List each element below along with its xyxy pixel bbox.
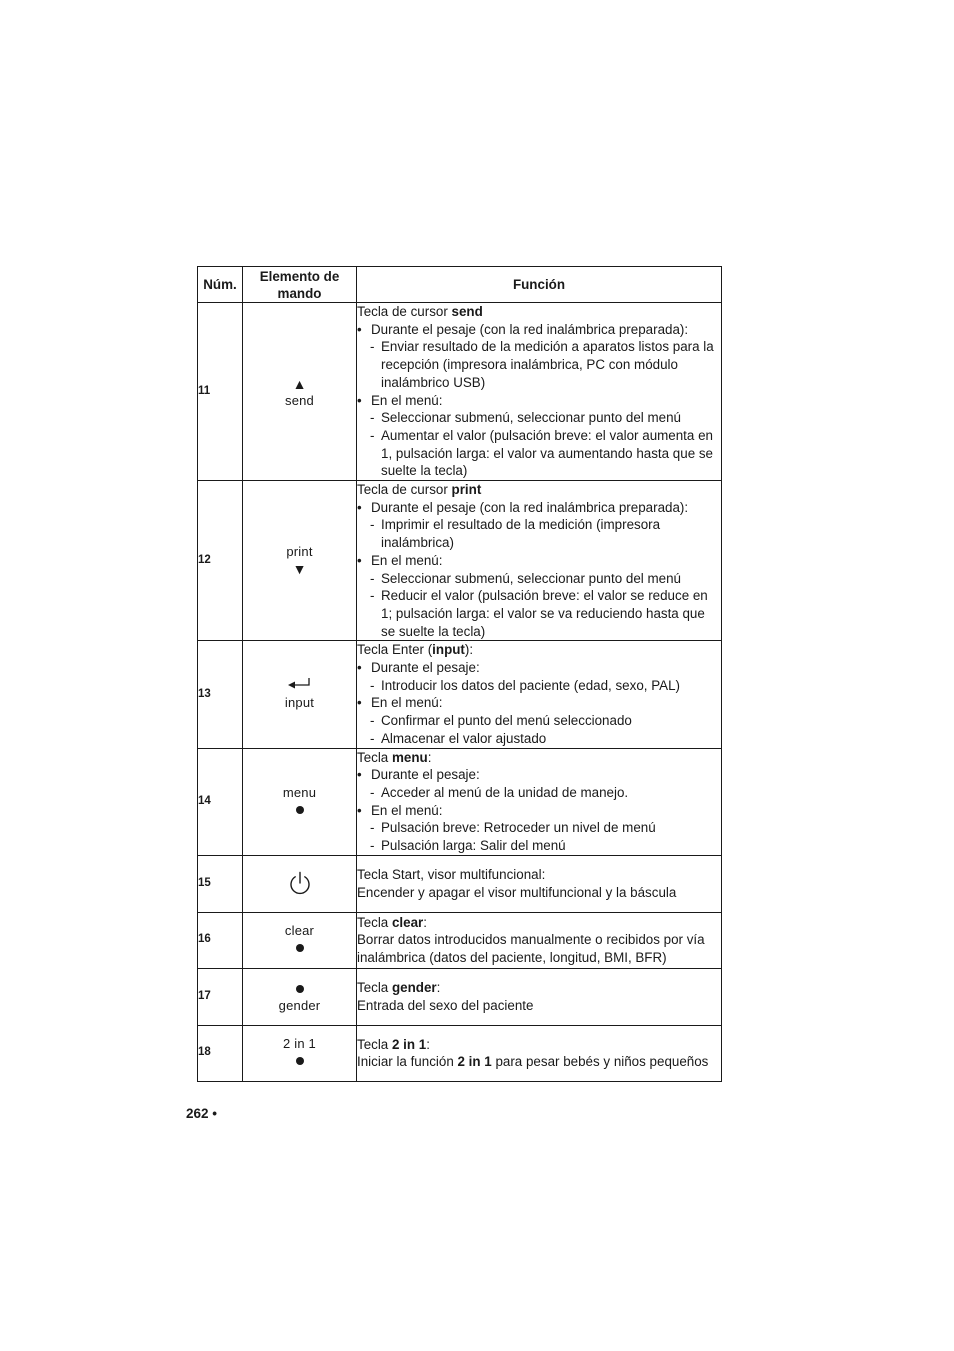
function-line: Encender y apagar el visor multifuncional y la báscula <box>357 884 677 900</box>
enter-arrow-icon <box>243 677 356 691</box>
function-title: Tecla de cursor print <box>357 482 482 498</box>
row-number: 12 <box>198 481 243 641</box>
function-title: Tecla Enter (input): <box>357 642 474 658</box>
bullet-item: • Durante el pesaje: <box>357 659 721 677</box>
function-text: Entrada del sexo del paciente <box>357 997 534 1013</box>
element-cell <box>243 855 357 912</box>
key-label: 2 in 1 <box>282 1036 316 1052</box>
element-cell <box>243 748 357 855</box>
table-row <box>198 1025 722 1081</box>
key-label: menu <box>282 784 317 800</box>
dash-item: - Imprimir el resultado de la medición (impresora inalámbrica) <box>357 516 721 551</box>
dash-item: - Enviar resultado de la medición a aparatos listos para la recepción (impresora inalámbrica, PC con módulo inalámbrico USB) <box>357 338 721 391</box>
function-cell <box>357 303 722 481</box>
function-title: Tecla de cursor send <box>357 304 483 319</box>
power-icon <box>243 871 356 897</box>
element-cell <box>243 481 357 641</box>
dot-icon <box>296 806 304 814</box>
dash-item: - Confirmar el punto del menú seleccionado <box>357 712 721 730</box>
page-number: 262 • <box>186 1106 218 1121</box>
function-title: Tecla menu: <box>357 749 432 765</box>
dash-item: - Acceder al menú de la unidad de manejo. <box>357 784 721 802</box>
bullet-item: • Durante el pesaje (con la red inalámbrica preparada): <box>357 499 721 517</box>
row-number: 11 <box>198 303 243 481</box>
dash-item: - Introducir los datos del paciente (edad, sexo, PAL) <box>357 677 721 695</box>
function-cell <box>357 748 722 855</box>
triangle-down-icon: ▼ <box>292 560 307 577</box>
element-cell <box>243 303 357 481</box>
function-title: Tecla 2 in 1: <box>357 1036 430 1052</box>
dash-item: - Reducir el valor (pulsación breve: el valor se reduce en 1; pulsación larga: el valor se va reduciendo hasta que se suelte la tecla) <box>357 587 721 640</box>
function-cell <box>357 855 722 912</box>
key-label: input <box>284 695 315 711</box>
function-text: Iniciar la función 2 in 1 para pesar bebés y niños pequeños <box>357 1054 709 1070</box>
bullet-item: • Durante el pesaje (con la red inalámbrica preparada): <box>357 321 721 339</box>
triangle-up-icon: ▲ <box>292 375 307 392</box>
row-number: 18 <box>198 1025 243 1081</box>
dash-item: - Seleccionar submenú, seleccionar punto del menú <box>357 409 721 427</box>
table-row <box>198 481 722 641</box>
table-header-row <box>198 267 722 303</box>
table-row <box>198 968 722 1025</box>
function-cell <box>357 641 722 748</box>
bullet-item: • Durante el pesaje: <box>357 766 721 784</box>
element-cell <box>243 1025 357 1081</box>
table-row <box>198 912 722 968</box>
function-title: Tecla gender: <box>357 980 441 996</box>
row-number: 14 <box>198 748 243 855</box>
bullet-item: • En el menú: <box>357 694 721 712</box>
header-function: Función <box>357 267 722 303</box>
dot-icon <box>296 944 304 952</box>
dash-item: - Pulsación breve: Retroceder un nivel de menú <box>357 819 721 837</box>
bullet-item: • En el menú: <box>357 552 721 570</box>
function-cell <box>357 481 722 641</box>
table-row <box>198 641 722 748</box>
function-title: Tecla clear: <box>357 914 427 930</box>
key-label: print <box>286 543 313 559</box>
header-num: Núm. <box>198 267 243 303</box>
header-element: Elemento de mando <box>243 267 357 303</box>
bullet-item: • En el menú: <box>357 392 721 410</box>
element-cell <box>243 641 357 748</box>
function-text: Borrar datos introducidos manualmente o recibidos por vía inalámbrica (datos del paciente, longitud, BMI, BFR) <box>357 932 705 966</box>
bullet-item: • En el menú: <box>357 802 721 820</box>
table-row <box>198 748 722 855</box>
function-cell <box>357 968 722 1025</box>
element-cell <box>243 912 357 968</box>
table-row <box>198 855 722 912</box>
table-row <box>198 303 722 481</box>
key-label: clear <box>284 923 315 939</box>
dash-item: - Almacenar el valor ajustado <box>357 730 721 748</box>
function-line: Tecla Start, visor multifuncional: <box>357 867 546 883</box>
dash-item: - Seleccionar submenú, seleccionar punto del menú <box>357 570 721 588</box>
dash-item: - Aumentar el valor (pulsación breve: el valor aumenta en 1, pulsación larga: el valor va aumentando hasta que se suelte la tecla) <box>357 427 721 480</box>
dot-icon <box>296 1057 304 1065</box>
element-cell <box>243 968 357 1025</box>
row-number: 17 <box>198 968 243 1025</box>
dot-icon <box>296 985 304 993</box>
function-cell <box>357 912 722 968</box>
key-label: gender <box>278 997 321 1013</box>
key-label: send <box>285 392 314 408</box>
function-cell <box>357 1025 722 1081</box>
dash-item: - Pulsación larga: Salir del menú <box>357 837 721 855</box>
controls-table <box>197 266 722 1082</box>
row-number: 13 <box>198 641 243 748</box>
row-number: 16 <box>198 912 243 968</box>
row-number: 15 <box>198 855 243 912</box>
